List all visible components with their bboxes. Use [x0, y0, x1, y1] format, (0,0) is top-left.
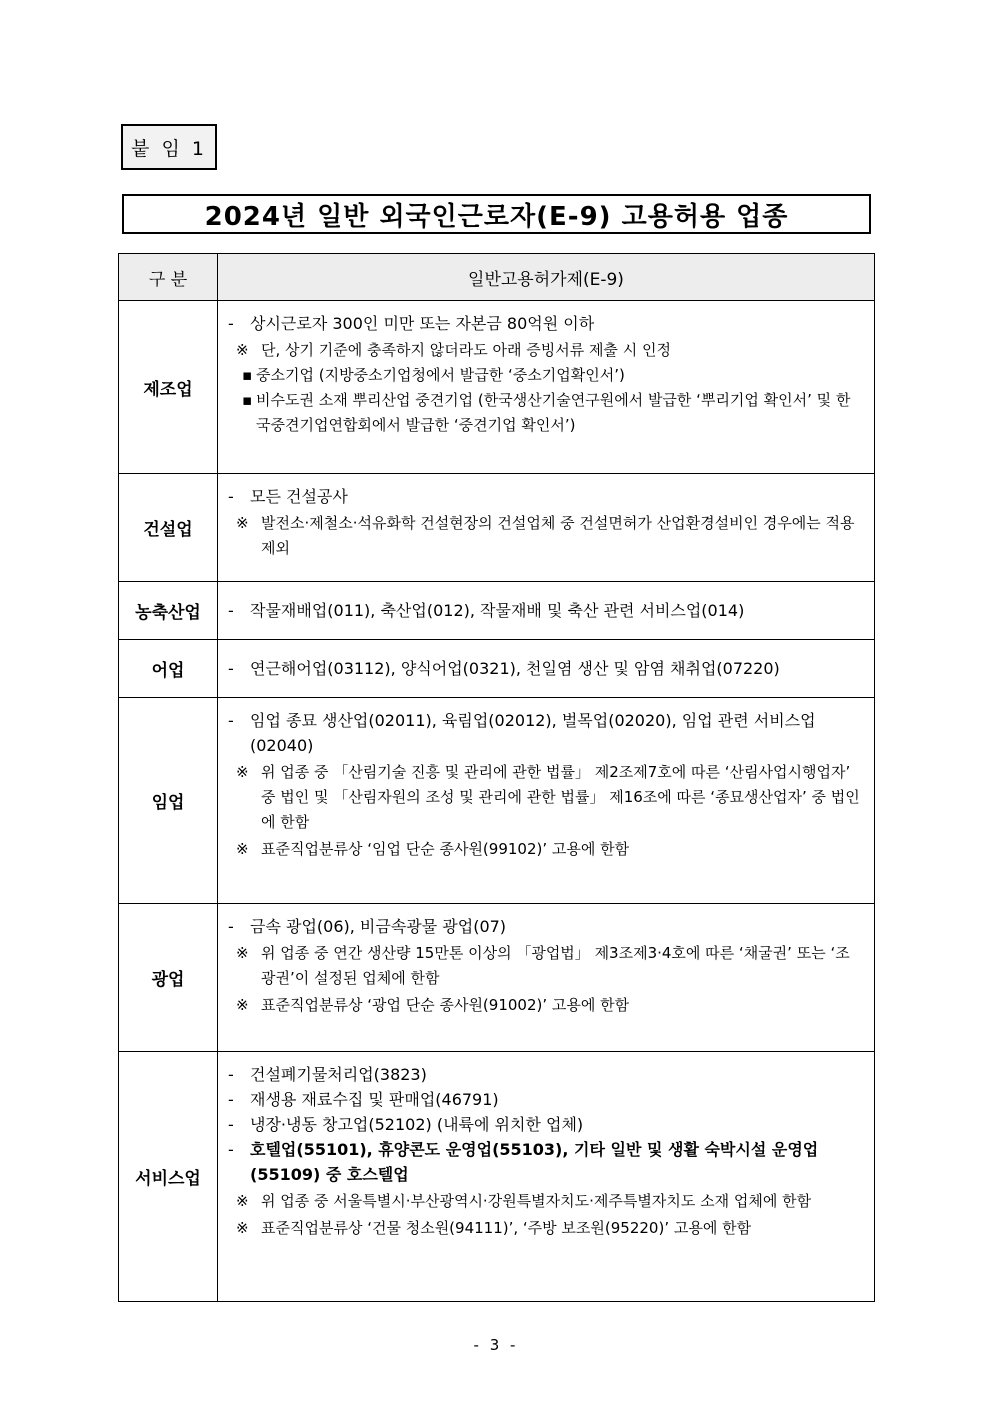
line-marker: ※ — [236, 763, 249, 781]
table-row — [119, 582, 875, 640]
industry-table — [118, 253, 875, 1302]
line-text: 비수도권 소재 뿌리산업 중견기업 (한국생산기술연구원에서 발급한 ‘뿌리기업 확인서’ 및 한국중견기업연합회에서 발급한 ‘중견기업 확인서’) — [256, 391, 851, 434]
table-row — [119, 301, 875, 474]
line-text: 냉장·냉동 창고업(52102) (내륙에 위치한 업체) — [250, 1115, 584, 1134]
line-marker: - — [228, 487, 234, 506]
dash-line — [228, 484, 864, 509]
row-category: 제조업 — [119, 301, 218, 474]
line-text: 위 업종 중 연간 생산량 15만톤 이상의 「광업법」 제3조제3·4호에 따른 ‘채굴권’ 또는 ‘조광권’이 설정된 업체에 한함 — [261, 944, 850, 987]
line-text: 위 업종 중 「산림기술 진흥 및 관리에 관한 법률」 제2조제7호에 따른 ‘산림사업시행업자’ 중 법인 및 「산림자원의 조성 및 관리에 관한 법률」 제16조에 따른 ‘종묘생산업자’ 중 법인에 한함 — [261, 763, 860, 831]
dash-line — [228, 1062, 864, 1087]
line-text: 위 업종 중 서울특별시·부산광역시·강원특별자치도·제주특별자치도 소재 업체에 한함 — [261, 1192, 812, 1210]
line-marker: ▪ — [242, 366, 253, 384]
line-marker: - — [228, 1140, 234, 1159]
row-category: 어업 — [119, 640, 218, 698]
line-text: 표준직업분류상 ‘건물 청소원(94111)’, ‘주방 보조원(95220)’ 고용에 한함 — [261, 1219, 752, 1237]
note-line — [228, 993, 864, 1018]
table-row — [119, 640, 875, 698]
row-category: 건설업 — [119, 474, 218, 582]
row-content — [218, 698, 875, 904]
document-title: 2024년 일반 외국인근로자(E-9) 고용허용 업종 — [122, 194, 871, 234]
note-line — [228, 760, 864, 835]
dash-line — [228, 656, 864, 681]
line-marker: - — [228, 659, 234, 678]
note-line — [228, 1189, 864, 1214]
line-marker: ※ — [236, 840, 249, 858]
row-content — [218, 640, 875, 698]
header-system: 일반고용허가제(E-9) — [218, 254, 875, 301]
bullet-line — [228, 363, 864, 388]
line-marker: ※ — [236, 1219, 249, 1237]
line-marker: - — [228, 601, 234, 620]
line-text: 작물재배업(011), 축산업(012), 작물재배 및 축산 관련 서비스업(014) — [250, 601, 745, 620]
dash-line — [228, 311, 864, 336]
line-marker: - — [228, 314, 234, 333]
note-line — [228, 338, 864, 363]
line-marker: ※ — [236, 1192, 249, 1210]
line-text: 건설폐기물처리업(3823) — [250, 1065, 427, 1084]
row-content — [218, 1052, 875, 1302]
header-category: 구 분 — [119, 254, 218, 301]
row-category: 임업 — [119, 698, 218, 904]
row-category: 농축산업 — [119, 582, 218, 640]
line-text: 표준직업분류상 ‘광업 단순 종사원(91002)’ 고용에 한함 — [261, 996, 630, 1014]
row-content — [218, 474, 875, 582]
line-text: 중소기업 (지방중소기업청에서 발급한 ‘중소기업확인서’) — [256, 366, 625, 384]
line-marker: - — [228, 711, 234, 730]
line-marker: - — [228, 1115, 234, 1134]
dash-line — [228, 1087, 864, 1112]
line-text: 재생용 재료수집 및 판매업(46791) — [250, 1090, 499, 1109]
line-marker: ▪ — [242, 391, 253, 409]
note-line — [228, 1216, 864, 1241]
dash-line — [228, 1112, 864, 1137]
row-category: 서비스업 — [119, 1052, 218, 1302]
table-row — [119, 474, 875, 582]
line-text: 모든 건설공사 — [250, 487, 348, 506]
attachment-label: 붙 임 1 — [121, 124, 217, 170]
line-text: 연근해어업(03112), 양식어업(0321), 천일염 생산 및 암염 채취업(07220) — [250, 659, 780, 678]
dash-line — [228, 914, 864, 939]
line-text: 단, 상기 기준에 충족하지 않더라도 아래 증빙서류 제출 시 인정 — [261, 341, 671, 359]
note-line — [228, 511, 864, 561]
line-text: 호텔업(55101), 휴양콘도 운영업(55103), 기타 일반 및 생활 숙박시설 운영업(55109) 중 호스텔업 — [250, 1140, 819, 1184]
note-line — [228, 837, 864, 862]
line-marker: - — [228, 917, 234, 936]
row-content — [218, 301, 875, 474]
line-text: 표준직업분류상 ‘임업 단순 종사원(99102)’ 고용에 한함 — [261, 840, 630, 858]
dash-line — [228, 708, 864, 758]
table-row — [119, 904, 875, 1052]
row-content — [218, 904, 875, 1052]
line-text: 금속 광업(06), 비금속광물 광업(07) — [250, 917, 507, 936]
dash-line — [228, 1137, 864, 1187]
line-marker: ※ — [236, 944, 249, 962]
line-marker: - — [228, 1090, 234, 1109]
note-line — [228, 941, 864, 991]
line-marker: - — [228, 1065, 234, 1084]
line-text: 상시근로자 300인 미만 또는 자본금 80억원 이하 — [250, 314, 595, 333]
table-row — [119, 1052, 875, 1302]
row-content — [218, 582, 875, 640]
line-marker: ※ — [236, 341, 249, 359]
bullet-line — [228, 388, 864, 438]
page-number: - 3 - — [473, 1336, 519, 1354]
line-marker: ※ — [236, 996, 249, 1014]
row-category: 광업 — [119, 904, 218, 1052]
line-text: 발전소·제철소·석유화학 건설현장의 건설업체 중 건설면허가 산업환경설비인 경우에는 적용 제외 — [261, 514, 855, 557]
line-marker: ※ — [236, 514, 249, 532]
line-text: 임업 종묘 생산업(02011), 육림업(02012), 벌목업(02020), 임업 관련 서비스업(02040) — [250, 711, 816, 755]
dash-line — [228, 598, 864, 623]
table-row — [119, 698, 875, 904]
table-header-row — [119, 254, 875, 301]
